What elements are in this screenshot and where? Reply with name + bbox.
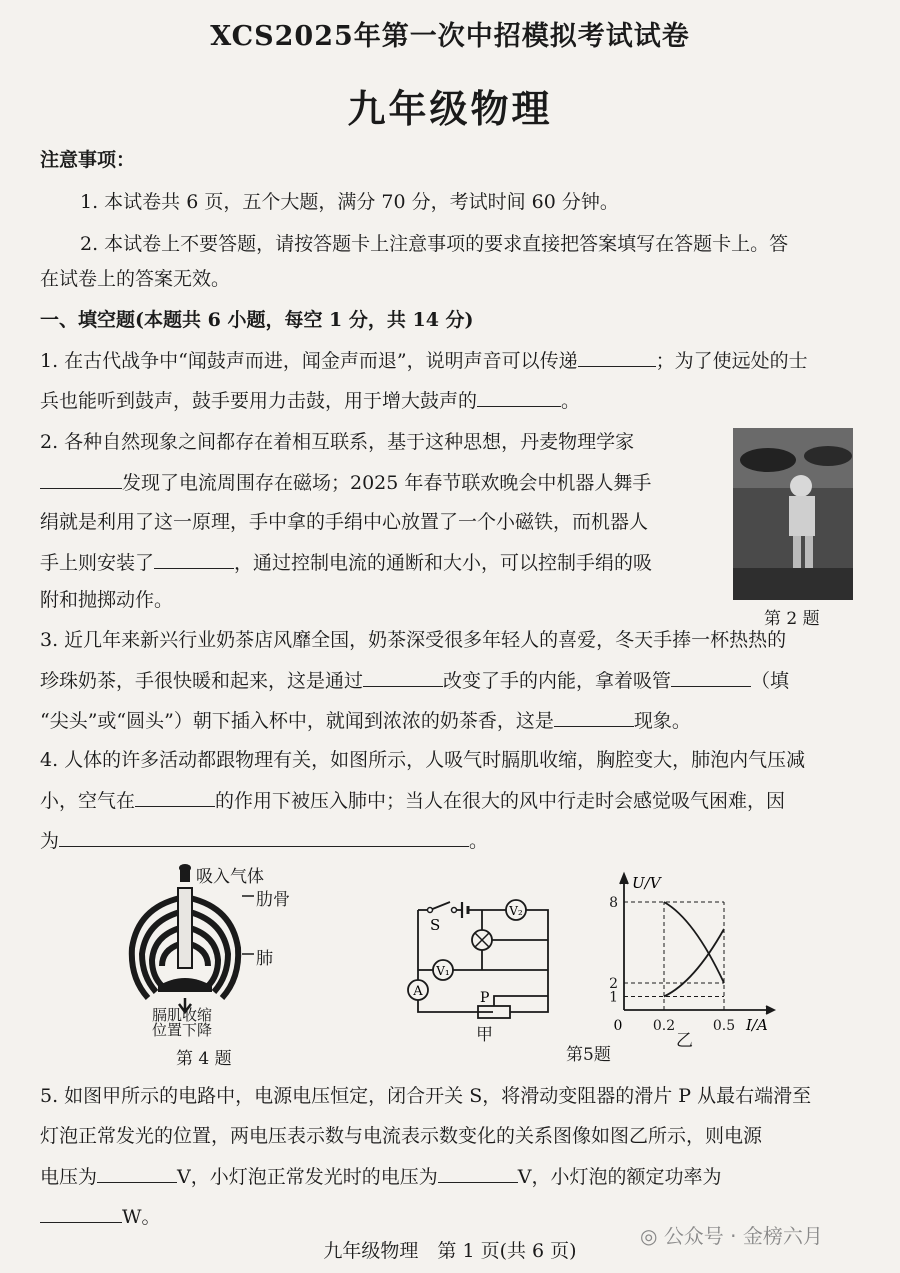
answer-blank[interactable] [154, 548, 234, 569]
exam-title: XCS2025年第一次中招模拟考试试卷 [210, 21, 690, 52]
q2-text-c: 手上则安装了 [40, 552, 155, 574]
guide-lines [624, 902, 724, 1010]
section-1-heading [40, 306, 862, 334]
q1-text-d: 。 [561, 390, 581, 412]
answer-blank[interactable] [135, 786, 215, 807]
tick-labels [609, 895, 735, 1033]
question-2-line-5: 附和抛掷动作。 [40, 589, 174, 611]
question-1-line-1 [40, 346, 862, 375]
y-tick-label: 2 [609, 976, 618, 992]
v1-curve [664, 929, 724, 997]
v2-label: V₂ [509, 904, 523, 918]
wechat-icon: ◎ [640, 1224, 664, 1248]
y-tick-label: 1 [609, 989, 618, 1006]
x-tick-label: 0.2 [652, 1018, 676, 1033]
question-3-line-1: 3. 近几年来新兴行业奶茶店风靡全国，奶茶深受很多年轻人的喜爱，冬天手捧一杯热热的 [40, 629, 787, 651]
answer-blank[interactable] [578, 346, 656, 367]
x-axis-label: I/A [746, 1016, 768, 1033]
origin-label: 0 [613, 1018, 623, 1033]
q2-text-d: ，通过控制电流的通断和大小，可以控制手绢的吸 [234, 552, 653, 574]
question-5-line-2: 灯泡正常发光的位置，两电压表示数与电流表示数变化的关系图像如图乙所示，则电源 [40, 1125, 763, 1147]
figure-2-label: 第 2 题 [764, 609, 820, 629]
y-axis-label: U/V [632, 874, 661, 892]
q3-text-c: （填 [751, 670, 790, 692]
circuit-diagram [398, 880, 568, 1030]
question-4-line-1: 4. 人体的许多活动都跟物理有关，如图所示，人吸气时膈肌收缩，胸腔变大，肺泡内气压减 [40, 749, 806, 771]
question-4-line-3 [40, 826, 862, 855]
question-2-line-3: 绢就是利用了这一原理，手中拿的手绢中心放置了一个小磁铁，而机器人 [40, 511, 649, 533]
diaphragm-label-2: 位置下降 [152, 1021, 213, 1039]
section-heading-text: 一、填空题(本题共 6 小题，每空 1 分，共 14 分) [40, 309, 474, 331]
wechat-watermark [640, 1220, 823, 1249]
axes [620, 874, 774, 1014]
question-5-line-3 [40, 1162, 862, 1191]
exam-subject: 九年级物理 [347, 86, 553, 131]
watermark-text: 公众号 · 金榜六月 [663, 1224, 823, 1248]
graph-label: 乙 [676, 1031, 693, 1051]
figure-4-label: 第 4 题 [176, 1049, 232, 1069]
q4-text-c: 为 [40, 830, 60, 852]
circuit-label: 甲 [476, 1025, 493, 1045]
slider-label: P [480, 990, 490, 1006]
notes-item-2: 2. 本试卷上不要答题，请按答题卡上注意事项的要求直接把答案填写在答题卡上。答 [80, 233, 789, 255]
notes-heading: 注意事项： [40, 149, 136, 171]
q5-text-c: V，小灯泡的额定功率为 [517, 1166, 722, 1188]
answer-blank[interactable] [363, 666, 443, 687]
data-curves [664, 902, 724, 997]
slider-wire [494, 996, 548, 1006]
q5-text-d: W。 [122, 1206, 161, 1228]
q5-text-a: 电压为 [40, 1166, 98, 1188]
answer-blank[interactable] [40, 1202, 122, 1223]
q3-text-a: 珍珠奶茶，手很快暖和起来，这是通过 [40, 670, 364, 692]
answer-blank[interactable] [97, 1162, 177, 1183]
q5-text-b: V，小灯泡正常发光时的电压为 [177, 1166, 438, 1188]
question-5-line-1: 5. 如图甲所示的电路中，电源电压恒定，闭合开关 S，将滑动变阻器的滑片 P 从最右端滑至 [40, 1085, 812, 1107]
ammeter-label: A [413, 984, 423, 999]
question-3-line-2 [40, 666, 862, 695]
answer-blank[interactable] [59, 826, 469, 847]
question-3-line-3 [40, 706, 862, 735]
notes-item-2-cont: 在试卷上的答案无效。 [40, 268, 231, 290]
lung-label: 肺 [256, 949, 273, 969]
answer-blank[interactable] [671, 666, 751, 687]
rib-label: 肋骨 [256, 890, 290, 910]
sternum [178, 888, 192, 968]
question-2-line-1: 2. 各种自然现象之间都存在着相互联系，基于这种思想，丹麦物理学家 [40, 431, 635, 453]
switch-label: S [430, 916, 441, 934]
y-tick-label: 8 [609, 895, 618, 911]
q2-text-b: 发现了电流周围存在磁场；2025 年春节联欢晚会中机器人舞手 [122, 472, 652, 494]
answer-blank[interactable] [554, 706, 634, 727]
robot-photo-illustration [733, 428, 853, 600]
robot-dance-photo [733, 428, 853, 600]
q3-text-d: “尖头”或“圆头”）朝下插入杯中，就闻到浓浓的奶茶香，这是 [40, 710, 554, 732]
q4-text-b: 的作用下被压入肺中；当人在很大的风中行走时会感觉吸气困难，因 [215, 790, 786, 812]
u-i-graph [600, 868, 790, 1033]
page-footer: 九年级物理 第 1 页(共 6 页) [323, 1240, 577, 1262]
question-1-line-2 [40, 386, 862, 415]
answer-blank[interactable] [40, 468, 122, 489]
answer-blank[interactable] [477, 386, 561, 407]
v1-label: V₁ [436, 964, 450, 978]
q1-text-c: 兵也能听到鼓声，鼓手要用力击鼓，用于增大鼓声的 [40, 390, 478, 412]
x-tick-label: 0.5 [712, 1018, 736, 1033]
q3-text-e: 现象。 [633, 710, 691, 732]
figure-5-label: 第5题 [566, 1045, 611, 1065]
q1-text-a: 1. 在古代战争中“闻鼓声而进，闻金声而退”，说明声音可以传递 [40, 350, 578, 372]
inhale-label: 吸入气体 [196, 867, 264, 887]
notes-item-1: 1. 本试卷共 6 页，五个大题，满分 70 分，考试时间 60 分钟。 [80, 191, 619, 213]
diaphragm-label-1: 膈肌收缩 [152, 1006, 213, 1024]
q3-text-b: 改变了手的内能，拿着吸管 [443, 670, 672, 692]
inhale-arrow-icon [179, 864, 191, 872]
answer-blank[interactable] [438, 1162, 518, 1183]
q1-text-b: ；为了使远处的士 [655, 350, 808, 372]
q4-text-a: 小，空气在 [40, 790, 136, 812]
question-4-line-2 [40, 786, 862, 815]
diaphragm [158, 978, 212, 992]
q4-text-d: 。 [469, 830, 489, 852]
